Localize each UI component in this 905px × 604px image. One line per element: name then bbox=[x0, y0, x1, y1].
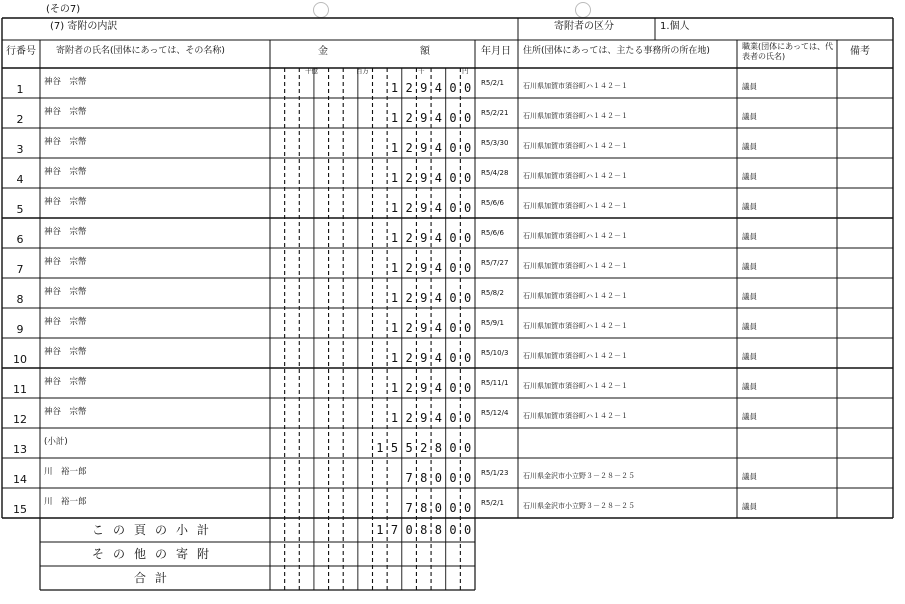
amount-digit: 1 bbox=[390, 231, 399, 245]
amount-digit: 9 bbox=[420, 411, 428, 425]
donor-occupation: 議員 bbox=[742, 232, 757, 241]
donation-date: R5/8/2 bbox=[481, 289, 504, 297]
amount-digit: 9 bbox=[420, 231, 428, 245]
header-amount-kin: 金 bbox=[318, 46, 328, 57]
donation-date: R5/9/1 bbox=[481, 319, 504, 327]
amount-digit: 7 bbox=[405, 471, 413, 485]
donor-occupation: 議員 bbox=[742, 172, 757, 181]
donor-name: 神谷 宗幣 bbox=[44, 107, 87, 117]
donor-address: 石川県加賀市須谷町ハ１４２－１ bbox=[523, 202, 628, 210]
donor-occupation: 議員 bbox=[742, 262, 757, 271]
amount-digit: 2 bbox=[405, 351, 413, 365]
amount-digit: 0 bbox=[464, 471, 472, 485]
amount-digit: 9 bbox=[420, 351, 428, 365]
donor-occupation: 議員 bbox=[742, 322, 757, 331]
amount-digit: 9 bbox=[420, 141, 428, 155]
row-number: 9 bbox=[16, 323, 24, 336]
amount-digit: 8 bbox=[434, 441, 442, 455]
amount-digit: 0 bbox=[449, 81, 457, 95]
donor-name: 川 裕一郎 bbox=[44, 497, 87, 507]
donor-address: 石川県金沢市小立野３－２８－２５ bbox=[523, 472, 635, 480]
amount-digit: 1 bbox=[390, 201, 399, 215]
donor-occupation: 議員 bbox=[742, 352, 757, 361]
amount-digit: 0 bbox=[449, 441, 457, 455]
footer-label: 合計 bbox=[133, 571, 176, 585]
donation-date: R5/2/21 bbox=[481, 109, 509, 117]
footer-digit: 7 bbox=[390, 523, 399, 537]
donor-occupation: 議員 bbox=[742, 202, 757, 211]
donor-name: 川 裕一郎 bbox=[44, 467, 87, 477]
amount-digit: 7 bbox=[405, 501, 413, 515]
donation-date: R5/7/27 bbox=[481, 259, 509, 267]
amount-digit: 0 bbox=[464, 441, 472, 455]
row-number: 8 bbox=[16, 293, 24, 306]
donor-address: 石川県加賀市須谷町ハ１４２－１ bbox=[523, 112, 628, 120]
amount-digit: 2 bbox=[405, 291, 413, 305]
donation-date: R5/11/1 bbox=[481, 379, 509, 387]
donation-date: R5/12/4 bbox=[481, 409, 509, 417]
amount-digit: 0 bbox=[449, 231, 457, 245]
amount-digit: 1 bbox=[390, 321, 399, 335]
header-date: 年月日 bbox=[481, 46, 511, 57]
amount-digit: 0 bbox=[449, 261, 457, 275]
amount-digit: 2 bbox=[405, 201, 413, 215]
footer-digit: 0 bbox=[405, 523, 413, 537]
donor-occupation: 議員 bbox=[742, 502, 757, 511]
row-number: 12 bbox=[13, 413, 27, 426]
amount-digit: 0 bbox=[434, 471, 442, 485]
header-name: 寄附者の氏名(団体にあっては、その名称) bbox=[56, 46, 225, 56]
amount-digit: 2 bbox=[405, 111, 413, 125]
amount-digit: 5 bbox=[390, 441, 399, 455]
amount-digit: 0 bbox=[464, 351, 472, 365]
amount-digit: 0 bbox=[449, 201, 457, 215]
amount-digit: 0 bbox=[449, 171, 457, 185]
donor-address: 石川県加賀市須谷町ハ１４２－１ bbox=[523, 382, 628, 390]
donor-address: 石川県加賀市須谷町ハ１４２－１ bbox=[523, 322, 628, 330]
row-number: 13 bbox=[13, 443, 27, 456]
amount-digit: 1 bbox=[376, 441, 384, 455]
donor-address: 石川県加賀市須谷町ハ１４２－１ bbox=[523, 172, 628, 180]
donor-occupation: 議員 bbox=[742, 412, 757, 421]
amount-digit: 9 bbox=[420, 321, 428, 335]
amount-digit: 0 bbox=[464, 381, 472, 395]
donor-name: 神谷 宗幣 bbox=[44, 137, 87, 147]
row-number: 5 bbox=[16, 203, 24, 216]
amount-digit: 8 bbox=[420, 471, 428, 485]
header-amount-gaku: 額 bbox=[420, 46, 430, 57]
donor-address: 石川県加賀市須谷町ハ１４２－１ bbox=[523, 82, 628, 90]
category-value: 1.個人 bbox=[660, 21, 690, 32]
donor-address: 石川県加賀市須谷町ハ１４２－１ bbox=[523, 142, 628, 150]
unit-en: 円 bbox=[462, 67, 469, 75]
donor-name: 神谷 宗幣 bbox=[44, 227, 87, 237]
amount-digit: 4 bbox=[434, 411, 442, 425]
amount-digit: 0 bbox=[449, 321, 457, 335]
amount-digit: 0 bbox=[464, 411, 472, 425]
section-title: (7) 寄附の内訳 bbox=[50, 21, 118, 32]
donation-date: R5/3/30 bbox=[481, 139, 509, 147]
amount-digit: 4 bbox=[434, 81, 442, 95]
amount-digit: 1 bbox=[390, 171, 399, 185]
row-number: 2 bbox=[16, 113, 24, 126]
amount-digit: 4 bbox=[434, 351, 442, 365]
amount-digit: 2 bbox=[405, 231, 413, 245]
amount-digit: 4 bbox=[434, 201, 442, 215]
amount-digit: 0 bbox=[464, 171, 472, 185]
amount-digit: 2 bbox=[405, 171, 413, 185]
donor-occupation: 議員 bbox=[742, 382, 757, 391]
amount-digit: 0 bbox=[449, 111, 457, 125]
unit-sen: 千 bbox=[418, 67, 425, 75]
amount-digit: 1 bbox=[390, 381, 399, 395]
donor-address: 石川県金沢市小立野３－２８－２５ bbox=[523, 502, 635, 510]
donor-address: 石川県加賀市須谷町ハ１４２－１ bbox=[523, 352, 628, 360]
donation-date: R5/6/6 bbox=[481, 199, 504, 207]
row-number: 4 bbox=[16, 173, 24, 186]
donor-name: 神谷 宗幣 bbox=[44, 407, 87, 417]
category-label: 寄附者の区分 bbox=[554, 21, 614, 32]
row-number: 10 bbox=[13, 353, 27, 366]
donation-date: R5/4/28 bbox=[481, 169, 509, 177]
amount-digit: 0 bbox=[464, 321, 472, 335]
amount-digit: 1 bbox=[390, 111, 399, 125]
sheet-number: (その7) bbox=[46, 4, 81, 15]
amount-digit: 9 bbox=[420, 171, 428, 185]
amount-digit: 4 bbox=[434, 171, 442, 185]
amount-digit: 0 bbox=[464, 111, 472, 125]
amount-digit: 4 bbox=[434, 291, 442, 305]
row-number: 3 bbox=[16, 143, 24, 156]
header-notes: 備考 bbox=[850, 46, 870, 57]
amount-digit: 0 bbox=[464, 231, 472, 245]
amount-digit: 8 bbox=[420, 501, 428, 515]
amount-digit: 9 bbox=[420, 381, 428, 395]
amount-digit: 9 bbox=[420, 291, 428, 305]
amount-digit: 9 bbox=[420, 81, 428, 95]
footer-digit: 0 bbox=[449, 523, 457, 537]
header-row-no: 行番号 bbox=[6, 46, 36, 57]
footer-digit: 8 bbox=[420, 523, 428, 537]
donation-date: R5/1/23 bbox=[481, 469, 509, 477]
amount-digit: 9 bbox=[420, 201, 428, 215]
donor-name: 神谷 宗幣 bbox=[44, 77, 87, 87]
amount-digit: 0 bbox=[449, 411, 457, 425]
amount-digit: 0 bbox=[464, 261, 472, 275]
amount-digit: 0 bbox=[464, 501, 472, 515]
row-number: 11 bbox=[13, 383, 27, 396]
footer-digit: 8 bbox=[434, 523, 442, 537]
donor-name: 神谷 宗幣 bbox=[44, 317, 87, 327]
amount-digit: 4 bbox=[434, 141, 442, 155]
amount-digit: 2 bbox=[405, 321, 413, 335]
donor-occupation: 議員 bbox=[742, 82, 757, 91]
amount-digit: 0 bbox=[449, 501, 457, 515]
unit-hyakuman: 百万 bbox=[356, 67, 369, 75]
donor-address: 石川県加賀市須谷町ハ１４２－１ bbox=[523, 292, 628, 300]
amount-digit: 4 bbox=[434, 231, 442, 245]
amount-digit: 4 bbox=[434, 381, 442, 395]
amount-digit: 4 bbox=[434, 111, 442, 125]
amount-digit: 1 bbox=[390, 141, 399, 155]
amount-digit: 9 bbox=[420, 261, 428, 275]
amount-digit: 1 bbox=[390, 261, 399, 275]
amount-digit: 0 bbox=[449, 141, 457, 155]
donor-address: 石川県加賀市須谷町ハ１４２－１ bbox=[523, 262, 628, 270]
donor-occupation: 議員 bbox=[742, 142, 757, 151]
amount-digit: 2 bbox=[405, 141, 413, 155]
amount-digit: 0 bbox=[464, 201, 472, 215]
amount-digit: 2 bbox=[405, 81, 413, 95]
donor-name: 神谷 宗幣 bbox=[44, 167, 87, 177]
amount-digit: 1 bbox=[390, 291, 399, 305]
amount-digit: 2 bbox=[405, 261, 413, 275]
amount-digit: 2 bbox=[420, 441, 428, 455]
row-number: 7 bbox=[16, 263, 24, 276]
amount-digit: 0 bbox=[449, 291, 457, 305]
donor-name: 神谷 宗幣 bbox=[44, 287, 87, 297]
donor-name: 神谷 宗幣 bbox=[44, 377, 87, 387]
amount-digit: 2 bbox=[405, 381, 413, 395]
footer-label: この頁の小計 bbox=[91, 523, 218, 537]
amount-digit: 0 bbox=[464, 291, 472, 305]
amount-digit: 4 bbox=[434, 261, 442, 275]
donor-occupation: 議員 bbox=[742, 292, 757, 301]
amount-digit: 1 bbox=[390, 351, 399, 365]
row-number: 1 bbox=[16, 83, 24, 96]
row-number: 14 bbox=[13, 473, 27, 486]
donor-address: 石川県加賀市須谷町ハ１４２－１ bbox=[523, 412, 628, 420]
amount-digit: 4 bbox=[434, 321, 442, 335]
donation-date: R5/2/1 bbox=[481, 499, 504, 507]
amount-digit: 9 bbox=[420, 111, 428, 125]
footer-digit: 0 bbox=[464, 523, 472, 537]
amount-digit: 1 bbox=[390, 81, 399, 95]
amount-digit: 0 bbox=[449, 381, 457, 395]
header-occupation: 職業(団体にあっては、代表者の氏名) bbox=[742, 42, 834, 61]
amount-digit: 1 bbox=[390, 411, 399, 425]
amount-digit: 5 bbox=[405, 441, 413, 455]
row-number: 6 bbox=[16, 233, 24, 246]
amount-digit: 0 bbox=[434, 501, 442, 515]
donation-date: R5/2/1 bbox=[481, 79, 504, 87]
amount-digit: 0 bbox=[464, 141, 472, 155]
donation-date: R5/6/6 bbox=[481, 229, 504, 237]
footer-label: その他の寄附 bbox=[91, 547, 218, 561]
donor-name: 神谷 宗幣 bbox=[44, 347, 87, 357]
donor-name: 神谷 宗幣 bbox=[44, 197, 87, 207]
unit-jyuoku: 十億 bbox=[305, 67, 318, 75]
donor-occupation: 議員 bbox=[742, 472, 757, 481]
donor-name: 神谷 宗幣 bbox=[44, 257, 87, 267]
amount-digit: 0 bbox=[449, 471, 457, 485]
donor-name: (小計) bbox=[44, 437, 68, 447]
donor-occupation: 議員 bbox=[742, 112, 757, 121]
row-number: 15 bbox=[13, 503, 27, 516]
donation-date: R5/10/3 bbox=[481, 349, 509, 357]
amount-digit: 2 bbox=[405, 411, 413, 425]
header-address: 住所(団体にあっては、主たる事務所の所在地) bbox=[523, 46, 710, 56]
footer-digit: 1 bbox=[376, 523, 384, 537]
amount-digit: 0 bbox=[449, 351, 457, 365]
amount-digit: 0 bbox=[464, 81, 472, 95]
donor-address: 石川県加賀市須谷町ハ１４２－１ bbox=[523, 232, 628, 240]
